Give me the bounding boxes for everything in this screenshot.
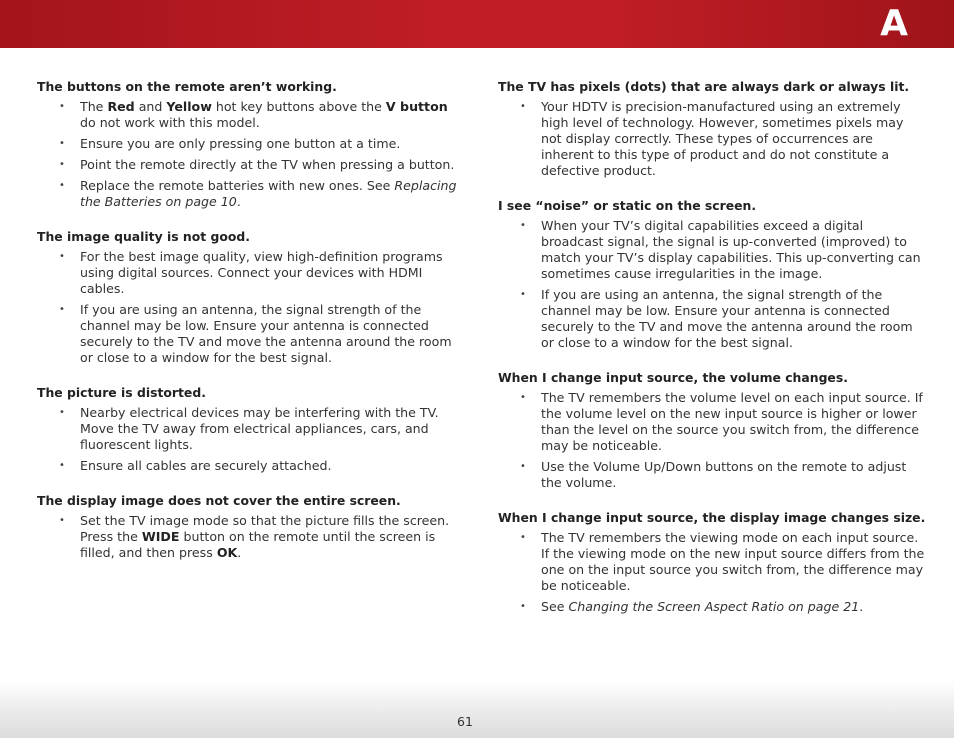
- bullet-icon: •: [520, 601, 526, 612]
- chapter-letter: A: [880, 3, 908, 44]
- section-heading: The TV has pixels (dots) that are always dark or always lit.: [498, 79, 910, 94]
- bullet-icon: •: [520, 392, 526, 403]
- text-run: do not work with this model.: [80, 115, 260, 130]
- text-run: If you are using an antenna, the signal strength of the channel may be low. Ensure your antenna is connected securely to the TV and move the antenna around the room or close to a window for the best signal.: [541, 287, 913, 350]
- bullet-item: [37, 513, 467, 561]
- text-run: Set the TV image mode so that the picture fills the screen. Press the: [80, 513, 450, 544]
- section-heading: The image quality is not good.: [37, 229, 250, 244]
- troubleshooting-section: [498, 370, 928, 491]
- bullet-icon: •: [59, 180, 65, 191]
- bold-term: OK: [216, 545, 238, 560]
- right-column: [498, 79, 928, 634]
- bullet-icon: •: [520, 220, 526, 231]
- text-run: The TV remembers the volume level on each input source. If the volume level on the new input source is higher or lower than the level on the source you switch from, the difference may be noticeable.: [541, 390, 923, 453]
- bullet-item: [37, 99, 467, 131]
- bullet-list: [37, 249, 467, 366]
- troubleshooting-section: [37, 385, 467, 474]
- text-run: Ensure you are only pressing one button at a time.: [80, 136, 401, 151]
- bold-term: Yellow: [166, 99, 212, 114]
- text-run: For the best image quality, view high-definition programs using digital sources. Connect your devices with HDMI cables.: [80, 249, 443, 296]
- bullet-list: [498, 218, 928, 351]
- bullet-item: [37, 302, 467, 366]
- text-run: button on the remote until the screen is filled, and then press: [80, 529, 436, 560]
- text-run: Ensure all cables are securely attached.: [80, 458, 332, 473]
- bullet-item: [498, 459, 928, 491]
- cross-reference: Changing the Screen Aspect Ratio on page 21: [568, 599, 860, 614]
- bullet-item: [498, 599, 928, 615]
- bold-term: V button: [385, 99, 448, 114]
- section-heading: When I change input source, the volume changes.: [498, 370, 848, 385]
- bullet-icon: •: [520, 532, 526, 543]
- text-run: The: [80, 99, 108, 114]
- troubleshooting-section: [498, 198, 928, 351]
- bullet-icon: •: [59, 304, 65, 315]
- text-run: Use the Volume Up/Down buttons on the remote to adjust the volume.: [541, 459, 907, 490]
- text-run: Nearby electrical devices may be interfering with the TV. Move the TV away from electrical appliances, cars, and fluorescent lights.: [80, 405, 439, 452]
- bullet-item: [498, 530, 928, 594]
- section-heading: I see “noise” or static on the screen.: [498, 198, 757, 213]
- bullet-list: [498, 530, 928, 615]
- bullet-icon: •: [59, 515, 65, 526]
- bullet-list: [498, 390, 928, 491]
- bullet-item: [498, 99, 928, 179]
- text-run: and: [134, 99, 167, 114]
- bullet-item: [37, 157, 467, 173]
- bullet-icon: •: [520, 461, 526, 472]
- bold-term: WIDE: [141, 529, 180, 544]
- bullet-item: [498, 287, 928, 351]
- bullet-item: [37, 249, 467, 297]
- chapter-header-bar: [0, 0, 954, 48]
- bullet-icon: •: [59, 138, 65, 149]
- bullet-list: [37, 99, 467, 210]
- text-run: .: [859, 599, 864, 614]
- cross-reference: Replacing the Batteries on page 10: [80, 178, 457, 209]
- section-heading: The picture is distorted.: [37, 385, 206, 400]
- bullet-icon: •: [59, 101, 65, 112]
- troubleshooting-section: [37, 493, 467, 561]
- text-run: .: [237, 545, 242, 560]
- page-footer: [0, 680, 954, 738]
- bullet-item: [37, 458, 467, 474]
- troubleshooting-section: [498, 79, 928, 179]
- left-column: [37, 79, 467, 580]
- bold-term: Red: [107, 99, 135, 114]
- text-run: Your HDTV is precision-manufactured using an extremely high level of technology. However, sometimes pixels may not display correctly. These types of occurrences are inherent to this type of product and do not constitute a defective product.: [541, 99, 904, 178]
- page-number: 61: [457, 714, 473, 729]
- text-run: See: [541, 599, 569, 614]
- text-run: hot key buttons above the: [211, 99, 386, 114]
- bullet-icon: •: [59, 407, 65, 418]
- bullet-item: [37, 136, 467, 152]
- bullet-icon: •: [59, 251, 65, 262]
- text-run: Point the remote directly at the TV when pressing a button.: [80, 157, 455, 172]
- bullet-item: [37, 405, 467, 453]
- troubleshooting-section: [498, 510, 928, 615]
- bullet-list: [37, 513, 467, 561]
- section-heading: The buttons on the remote aren’t working.: [37, 79, 337, 94]
- bullet-icon: •: [59, 159, 65, 170]
- bullet-list: [37, 405, 467, 474]
- bullet-item: [498, 218, 928, 282]
- bullet-list: [498, 99, 928, 179]
- text-run: .: [236, 194, 241, 209]
- troubleshooting-section: [37, 79, 467, 210]
- bullet-item: [498, 390, 928, 454]
- text-run: If you are using an antenna, the signal strength of the channel may be low. Ensure your antenna is connected securely to the TV and move the antenna around the room or close to a window for the best signal.: [80, 302, 452, 365]
- section-heading: The display image does not cover the entire screen.: [37, 493, 401, 508]
- section-heading: When I change input source, the display image changes size.: [498, 510, 926, 525]
- bullet-icon: •: [59, 460, 65, 471]
- bullet-icon: •: [520, 101, 526, 112]
- text-run: The TV remembers the viewing mode on each input source. If the viewing mode on the new input source differs from the one on the input source you switch from, the difference may be noticeable.: [541, 530, 925, 593]
- text-run: Replace the remote batteries with new ones. See: [80, 178, 395, 193]
- bullet-icon: •: [520, 289, 526, 300]
- text-run: When your TV’s digital capabilities exceed a digital broadcast signal, the signal is up-converted (improved) to match your TV’s display capabilities. This up-converting can sometimes cause irregularities in the image.: [541, 218, 921, 281]
- bullet-item: [37, 178, 467, 210]
- troubleshooting-section: [37, 229, 467, 366]
